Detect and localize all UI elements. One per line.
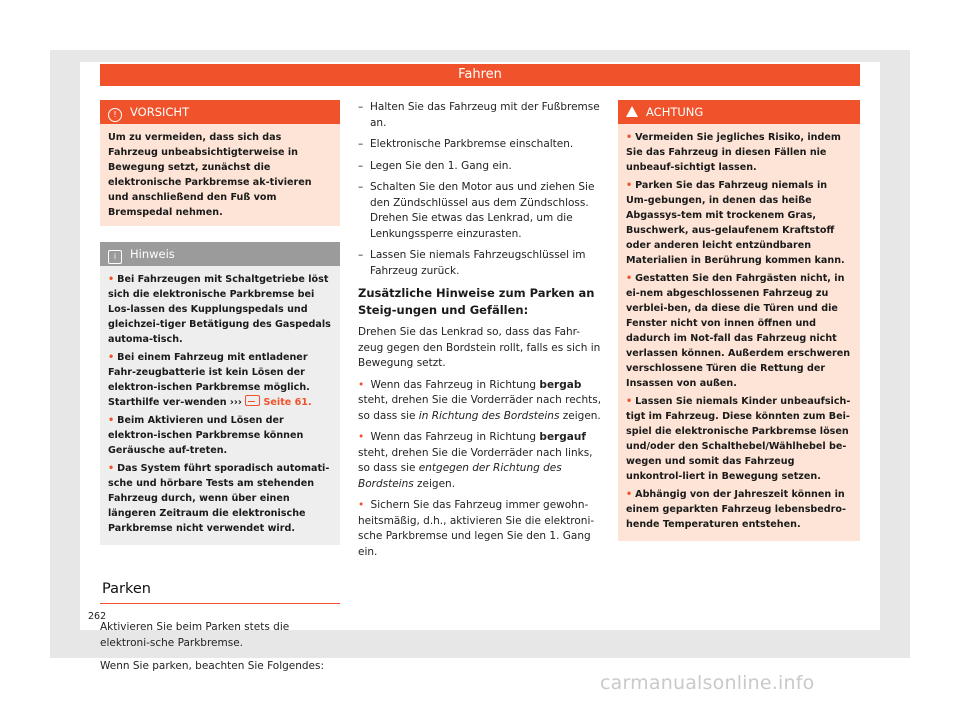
parken-paragraph-1: Aktivieren Sie beim Parken stets die elektroni-sche Parkbremse. — [100, 621, 290, 649]
step-item: – Halten Sie das Fahrzeug mit der Fußbremse an. — [358, 100, 602, 131]
bullet-icon: • — [108, 415, 115, 426]
slope-bullet-secure: • Sichern Sie das Fahrzeug immer gewohn-heitsmäßig, d.h., aktivieren Sie die elektroni-sche Parkbremse und legen Sie den 1. Gang ein. — [358, 499, 595, 558]
watermark: carmanualsonline.info — [600, 672, 815, 694]
slope-bullet-uphill: • Wenn das Fahrzeug in Richtung bergauf steht, drehen Sie die Vorderräder nach links, so dass sie entgegen der Richtung des Bordsteins zeigen. — [358, 431, 593, 490]
note-item: • Bei Fahrzeugen mit Schaltgetriebe löst sich die elektronische Parkbremse bei Los-lassen des Kupplungspedals und gleichzei-tiger Betätigung des Gaspedals automa-tisch. — [108, 274, 331, 345]
note-body — [100, 266, 340, 545]
step-item: – Lassen Sie niemals Fahrzeugschlüssel im Fahrzeug zurück. — [358, 248, 602, 279]
parken-paragraph-2: Wenn Sie parken, beachten Sie Folgendes: — [100, 660, 325, 672]
warning-title: ACHTUNG — [646, 105, 704, 119]
page-reference-link[interactable]: Seite 61. — [263, 397, 312, 408]
info-circle-icon: ! — [108, 108, 122, 122]
left-column — [100, 100, 340, 675]
page-number: 262 — [88, 611, 107, 622]
section-heading-parken: Parken — [100, 581, 340, 604]
caution-title: VORSICHT — [130, 105, 190, 119]
caution-box — [100, 100, 340, 226]
slope-bullet-downhill: • Wenn das Fahrzeug in Richtung bergab steht, drehen Sie die Vorderräder nach rechts, so dass sie in Richtung des Bordsteins zeigen. — [358, 378, 602, 422]
step-item: – Elektronische Parkbremse einschalten. — [358, 137, 602, 153]
warning-item: • Abhängig von der Jahreszeit können in einem geparkten Fahrzeug lebensbedro-hende Temperaturen entstehen. — [626, 489, 846, 530]
note-title: Hinweis — [130, 247, 175, 261]
caution-text: Um zu vermeiden, dass sich das Fahrzeug unbeabsichtigterweise in Bewegung setzt, zunächst die elektronische Parkbremse ak-tivieren und anschließend den Fuß vom Bremspedal nehmen. — [100, 124, 340, 226]
note-item: • Beim Aktivieren und Lösen der elektron-ischen Parkbremse können Geräusche auf-treten. — [108, 415, 304, 456]
step-item: – Schalten Sie den Motor aus und ziehen Sie den Zündschlüssel aus dem Zündschloss. Drehen Sie etwas das Lenkrad, um die Lenkungssperre einzurasten. — [358, 180, 602, 242]
warning-triangle-icon — [626, 106, 638, 117]
warning-body — [618, 124, 860, 541]
bullet-icon: • — [108, 274, 115, 285]
note-item: • Bei einem Fahrzeug mit entladener Fahr-zeugbatterie ist kein Lösen der elektron-ischen Parkbremse möglich. Starthilfe ver-wenden ››› Seite 61. — [108, 352, 312, 408]
bullet-icon: • — [108, 463, 115, 474]
slope-intro: Drehen Sie das Lenkrad so, dass das Fahr-zeug gegen den Bordstein rollt, falls es sich in Bewegung setzt. — [358, 326, 601, 369]
warning-header — [618, 100, 860, 124]
step-item: – Legen Sie den 1. Gang ein. — [358, 159, 602, 175]
info-icon: i — [108, 250, 122, 264]
note-header — [100, 242, 340, 266]
right-column — [618, 100, 860, 541]
section-header: Fahren — [100, 64, 860, 86]
page-reference-icon[interactable] — [245, 395, 260, 406]
note-item: • Das System führt sporadisch automati-sche und hörbare Tests am stehenden Fahrzeug durch, wenn über einen längeren Zeitraum die elektronische Parkbremse nicht verwendet wird. — [108, 463, 330, 534]
caution-header — [100, 100, 340, 124]
warning-item: • Vermeiden Sie jegliches Risiko, indem Sie das Fahrzeug in diesen Fällen nie unbeauf-sichtigt lassen. — [626, 132, 841, 173]
warning-box — [618, 100, 860, 541]
bullet-icon: • — [108, 352, 115, 363]
middle-column — [358, 100, 602, 566]
note-box — [100, 242, 340, 545]
slope-subheading: Zusätzliche Hinweise zum Parken an Steig-ungen und Gefällen: — [358, 286, 595, 317]
warning-item: • Lassen Sie niemals Kinder unbeaufsich-tigt im Fahrzeug. Diese könnten zum Bei-spiel die elektronische Parkbremse lösen und/oder den Schalthebel/Wählhebel be-wegen und somit das Fahrzeug unkontrol-liert in Bewegung setzen. — [626, 396, 851, 482]
warning-item: • Parken Sie das Fahrzeug niemals in Um-gebungen, in denen das heiße Abgassys-tem mit trockenem Gras, Buschwerk, aus-gelaufenem Kraftstoff oder anderen leicht entzündbaren Materialien in Berührung kommen kann. — [626, 180, 845, 266]
warning-item: • Gestatten Sie den Fahrgästen nicht, in ei-nem abgeschlossenen Fahrzeug zu verblei-ben, da diese die Türen und die Fenster nicht von innen öffnen und dadurch im Not-fall das Fahrzeug nicht verlassen können. Außerdem erschweren verschlossene Türen die Rettung der Insassen von außen. — [626, 273, 851, 389]
